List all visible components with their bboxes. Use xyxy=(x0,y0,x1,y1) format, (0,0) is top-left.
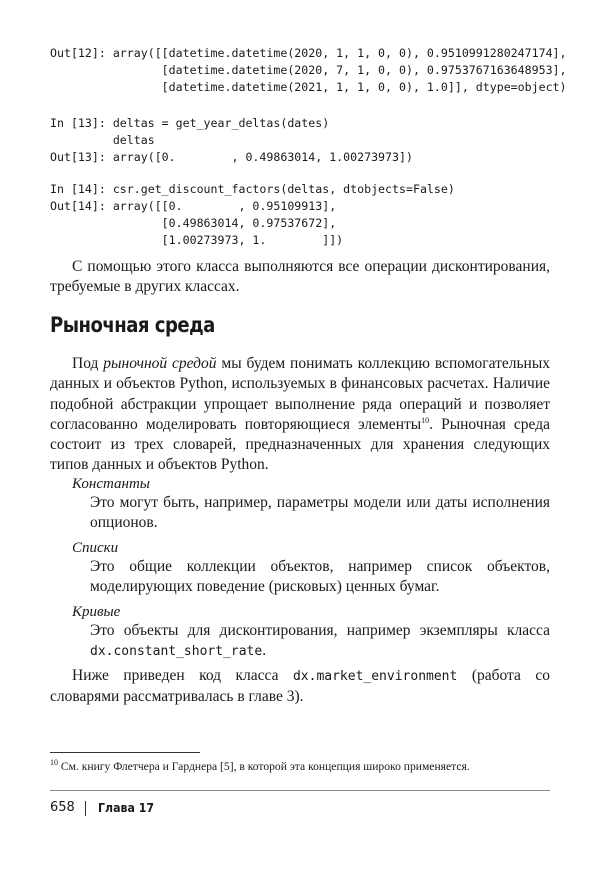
paragraph-market-environment xyxy=(50,354,550,476)
code-cell-13 xyxy=(50,115,413,166)
footnote-divider xyxy=(50,752,200,753)
definition-text-constants: Это могут быть, например, параметры модели или даты исполнения опционов. xyxy=(90,494,550,532)
text-run: (работа со словарями рассматривалась в главе 3). xyxy=(50,667,550,706)
text-run: . xyxy=(262,642,267,660)
definition-text-lists: Это общие коллекции объектов, например список объектов, моделирующих поведение (рисковых) ценных бумаг. xyxy=(90,558,550,596)
paragraph-discounting: С помощью этого класса выполняются все операции дисконтирования, требуемые в других классах. xyxy=(50,258,550,296)
definition-term-curves: Кривые xyxy=(72,604,121,620)
footnote-number: 10 xyxy=(50,758,58,768)
text-run: мы будем понимать коллекцию вспомогательных данных и объектов Python, используемых в финансовых расчетах. Наличие подобной абстракции упрощает выполнение ряда операций и позволяет согласованно моделировать повторяющиеся элементы xyxy=(50,355,550,433)
footer-separator xyxy=(85,801,86,816)
footer-divider xyxy=(50,790,550,791)
footnote xyxy=(50,760,470,774)
paragraph-code-intro xyxy=(50,666,550,708)
footnote-text: См. книгу Флетчера и Гарднера [5], в которой эта концепция широко применяется. xyxy=(58,760,470,773)
section-title: Рыночная среда xyxy=(50,313,215,337)
text-run: . Рыночная среда состоит из трех словарей, предназначенных для хранения следующих типов данных и объектов Python. xyxy=(50,415,550,474)
code-line: [datetime.datetime(2020, 7, 1, 0, 0), 0.9753767163648953], xyxy=(50,63,567,77)
definition-text-curves xyxy=(90,621,550,663)
inline-code: dx.market_environment xyxy=(292,669,458,684)
code-line: Out[13]: array([0. , 0.49863014, 1.00273973]) xyxy=(50,150,413,164)
code-line: In [13]: deltas = get_year_deltas(dates) xyxy=(50,116,330,130)
code-line: deltas xyxy=(50,133,155,147)
chapter-label: Глава 17 xyxy=(97,800,154,815)
page-footer xyxy=(50,800,161,816)
code-line: [0.49863014, 0.97537672], xyxy=(50,216,337,230)
emphasis: рыночной средой xyxy=(103,355,217,372)
code-line: Out[12]: array([[datetime.datetime(2020, 1, 1, 0, 0), 0.9510991280247174], xyxy=(50,46,567,60)
text-run: Под xyxy=(72,355,104,372)
code-line: [1.00273973, 1. ]]) xyxy=(50,233,344,247)
code-cell-14 xyxy=(50,181,455,249)
page-number: 658 xyxy=(50,800,75,815)
text-run: Ниже приведен код класса xyxy=(72,667,293,684)
definition-term-constants: Константы xyxy=(72,476,150,492)
definition-term-lists: Списки xyxy=(72,540,119,556)
code-line: In [14]: csr.get_discount_factors(deltas, dtobjects=False) xyxy=(50,182,455,196)
footnote-ref[interactable]: 10 xyxy=(421,415,430,425)
inline-code: dx.constant_short_rate xyxy=(90,644,263,660)
code-line: Out[14]: array([[0. , 0.95109913], xyxy=(50,199,337,213)
code-output-12 xyxy=(50,45,567,96)
code-line: [datetime.datetime(2021, 1, 1, 0, 0), 1.0]], dtype=object) xyxy=(50,80,567,94)
text-run: Это объекты для дисконтирования, например экземпляры класса xyxy=(90,622,550,639)
